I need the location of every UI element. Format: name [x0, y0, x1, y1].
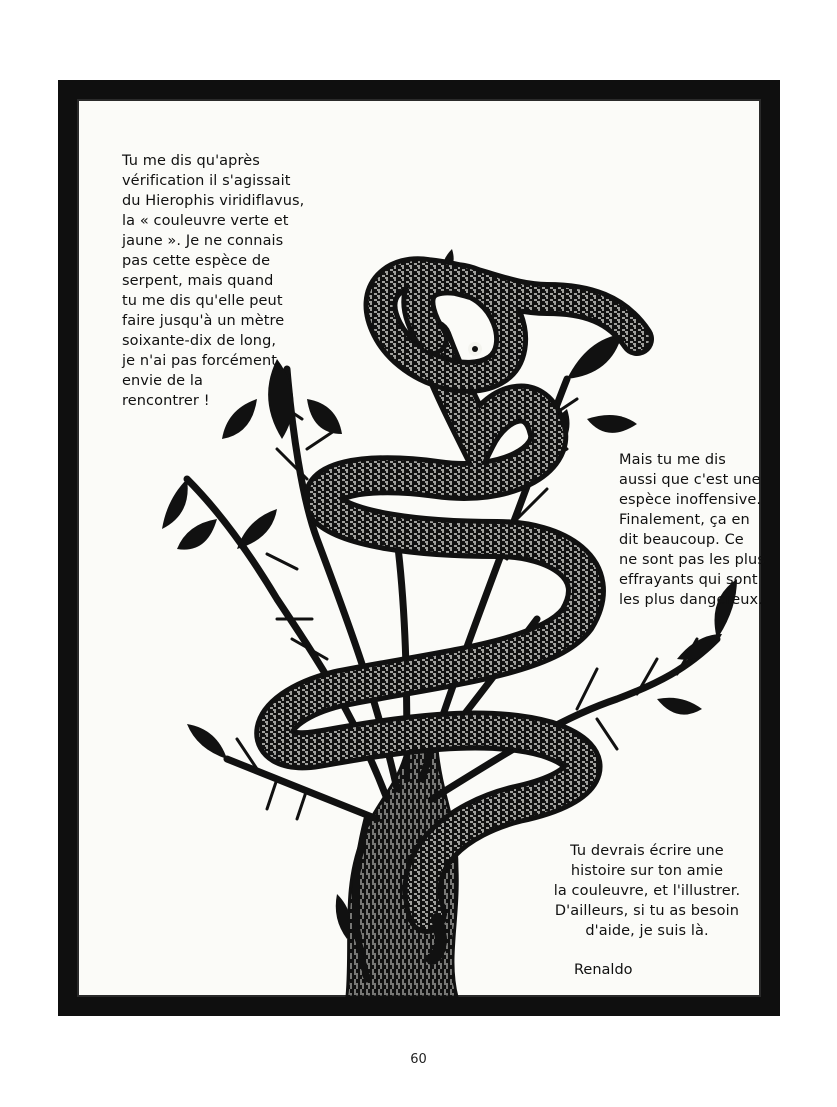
caption-bottom-right: Tu devrais écrire une histoire sur ton amie la couleuvre, et l'illustrer. D'ailleurs, si tu as besoin d'aide, je suis là. [553, 843, 741, 939]
caption-right: Mais tu me dis aussi que c'est une espèce inoffensive. Finalement, ça en dit beaucoup. Ce ne sont pas les plus effrayants qui sont les plus dangereux. [619, 452, 765, 608]
signature: Renaldo [574, 962, 633, 978]
page-number: 60 [410, 1052, 427, 1067]
caption-top-left: Tu me dis qu'après vérification il s'agissait du Hierophis viridiflavus, la « couleuvre verte et jaune ». Je ne connais pas cette espèce de serpent, mais quand tu me dis qu'elle peut faire jusqu'à un mètre soixante-dix de long, je n'ai pas forcément envie de la rencontrer ! [122, 153, 305, 409]
illustration-panel [58, 80, 780, 1016]
